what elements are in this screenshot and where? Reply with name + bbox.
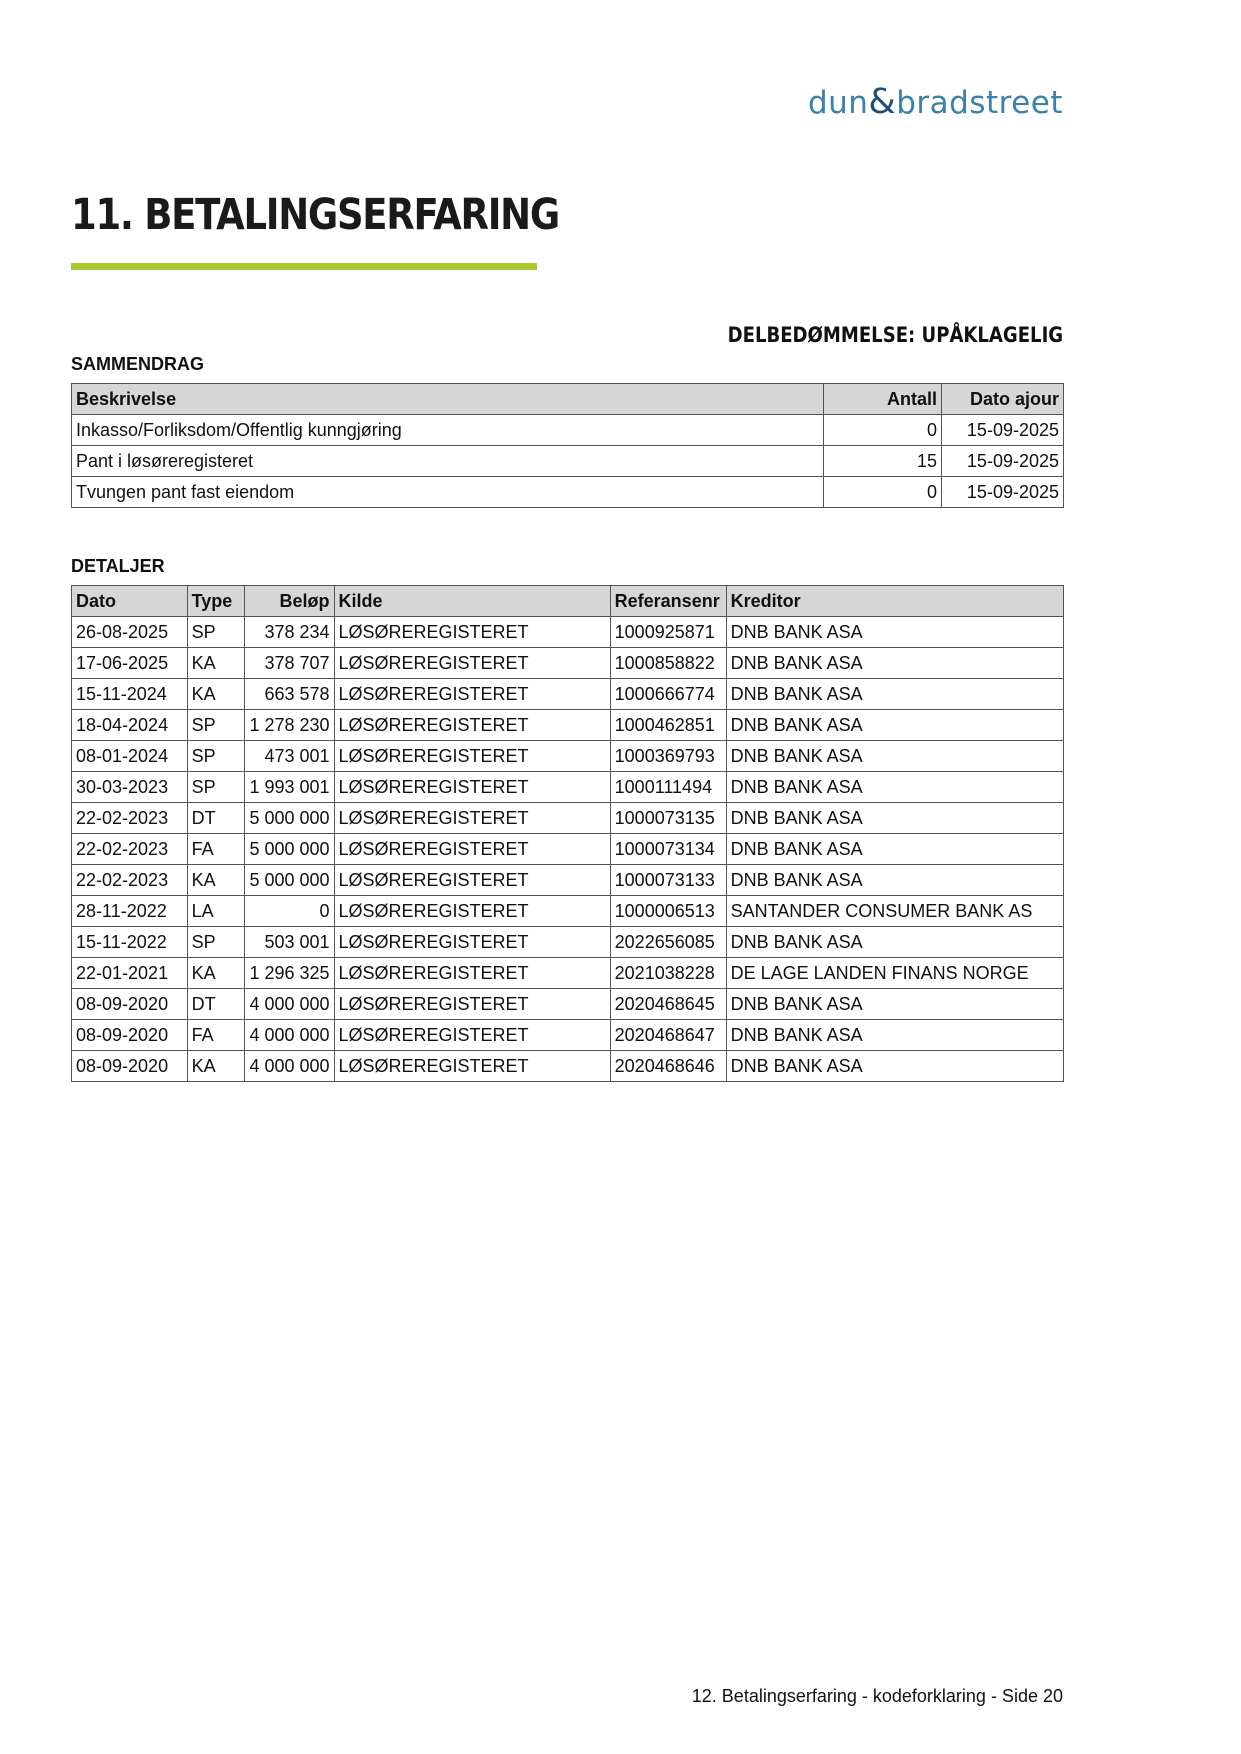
details-header-date: Dato [72,586,188,617]
details-row-source: LØSØREREGISTERET [334,865,610,896]
details-row-creditor: DNB BANK ASA [726,865,1063,896]
summary-row-count: 0 [824,477,942,508]
summary-header-desc: Beskrivelse [72,384,824,415]
details-row-ref: 2022656085 [610,927,726,958]
details-row-amount: 5 000 000 [245,803,334,834]
details-row-date: 22-02-2023 [72,834,188,865]
details-row-date: 15-11-2022 [72,927,188,958]
summary-row-date: 15-09-2025 [942,446,1064,477]
details-row-type: KA [187,648,245,679]
details-row-date: 22-02-2023 [72,865,188,896]
details-row-ref: 2021038228 [610,958,726,989]
company-logo [808,82,1063,122]
details-row-ref: 2020468646 [610,1051,726,1082]
details-row-ref: 1000925871 [610,617,726,648]
details-row [72,741,1064,772]
details-row [72,865,1064,896]
details-row [72,648,1064,679]
details-row-amount: 5 000 000 [245,834,334,865]
details-row-ref: 1000369793 [610,741,726,772]
details-row-ref: 1000666774 [610,679,726,710]
summary-row [72,477,1064,508]
details-row-amount: 503 001 [245,927,334,958]
details-row-ref: 1000111494 [610,772,726,803]
logo-ampersand: & [868,82,897,122]
details-row-type: DT [187,803,245,834]
details-row-creditor: DNB BANK ASA [726,648,1063,679]
summary-row-count: 15 [824,446,942,477]
details-row-type: KA [187,679,245,710]
details-row-creditor: DNB BANK ASA [726,741,1063,772]
details-row-creditor: DNB BANK ASA [726,1051,1063,1082]
summary-row [72,446,1064,477]
details-row-type: DT [187,989,245,1020]
details-row-amount: 1 296 325 [245,958,334,989]
details-row [72,1051,1064,1082]
details-row-source: LØSØREREGISTERET [334,648,610,679]
details-header-row [72,586,1064,617]
details-row-source: LØSØREREGISTERET [334,710,610,741]
details-row-type: FA [187,834,245,865]
details-row-date: 22-02-2023 [72,803,188,834]
details-row-source: LØSØREREGISTERET [334,834,610,865]
details-row-creditor: DNB BANK ASA [726,803,1063,834]
details-row-amount: 1 993 001 [245,772,334,803]
summary-row-count: 0 [824,415,942,446]
details-row-source: LØSØREREGISTERET [334,896,610,927]
details-table [71,585,1064,1082]
details-row-type: SP [187,710,245,741]
details-row-type: KA [187,958,245,989]
details-row-source: LØSØREREGISTERET [334,741,610,772]
details-row [72,1020,1064,1051]
details-row-date: 08-09-2020 [72,1051,188,1082]
details-row-date: 30-03-2023 [72,772,188,803]
details-row-ref: 1000462851 [610,710,726,741]
summary-row-date: 15-09-2025 [942,477,1064,508]
details-row [72,958,1064,989]
details-row-source: LØSØREREGISTERET [334,679,610,710]
details-row-source: LØSØREREGISTERET [334,958,610,989]
details-row [72,617,1064,648]
details-row-type: SP [187,741,245,772]
details-row-source: LØSØREREGISTERET [334,927,610,958]
details-row-ref: 1000006513 [610,896,726,927]
details-row-amount: 663 578 [245,679,334,710]
details-row-source: LØSØREREGISTERET [334,989,610,1020]
details-row-date: 22-01-2021 [72,958,188,989]
details-row-creditor: DNB BANK ASA [726,772,1063,803]
page-title: 11. BETALINGSERFARING [71,190,559,240]
details-row-amount: 4 000 000 [245,1020,334,1051]
details-row-amount: 4 000 000 [245,989,334,1020]
logo-text-dun: dun [807,85,869,121]
details-row-date: 15-11-2024 [72,679,188,710]
details-row-source: LØSØREREGISTERET [334,772,610,803]
details-row [72,679,1064,710]
details-header-type: Type [187,586,245,617]
summary-row-date: 15-09-2025 [942,415,1064,446]
details-row-source: LØSØREREGISTERET [334,1020,610,1051]
summary-row-desc: Pant i løsøreregisteret [72,446,824,477]
details-row-ref: 1000858822 [610,648,726,679]
details-row-amount: 378 707 [245,648,334,679]
summary-header-count: Antall [824,384,942,415]
summary-header-row [72,384,1064,415]
details-row-date: 26-08-2025 [72,617,188,648]
details-label: DETALJER [71,556,165,576]
details-row-type: LA [187,896,245,927]
details-row-source: LØSØREREGISTERET [334,1051,610,1082]
details-header-creditor: Kreditor [726,586,1063,617]
details-row-amount: 5 000 000 [245,865,334,896]
details-row-source: LØSØREREGISTERET [334,803,610,834]
details-row-creditor: DNB BANK ASA [726,710,1063,741]
details-row-ref: 1000073133 [610,865,726,896]
details-row-creditor: DNB BANK ASA [726,927,1063,958]
details-row [72,772,1064,803]
details-row [72,710,1064,741]
details-row-creditor: DNB BANK ASA [726,679,1063,710]
details-row-amount: 0 [245,896,334,927]
details-row-creditor: DNB BANK ASA [726,989,1063,1020]
details-row [72,834,1064,865]
details-row-creditor: DE LAGE LANDEN FINANS NORGE [726,958,1063,989]
details-row-amount: 4 000 000 [245,1051,334,1082]
details-row [72,803,1064,834]
details-row-type: SP [187,772,245,803]
details-row-ref: 1000073135 [610,803,726,834]
details-row-date: 28-11-2022 [72,896,188,927]
summary-row-desc: Inkasso/Forliksdom/Offentlig kunngjøring [72,415,824,446]
summary-row-desc: Tvungen pant fast eiendom [72,477,824,508]
details-row-type: KA [187,865,245,896]
details-row [72,927,1064,958]
details-row [72,896,1064,927]
details-row-ref: 2020468645 [610,989,726,1020]
summary-table [71,383,1064,508]
details-row-creditor: DNB BANK ASA [726,617,1063,648]
details-row-date: 08-01-2024 [72,741,188,772]
details-row-creditor: SANTANDER CONSUMER BANK AS [726,896,1063,927]
details-row-creditor: DNB BANK ASA [726,834,1063,865]
details-header-amount: Beløp [245,586,334,617]
details-header-ref: Referansenr [610,586,726,617]
summary-label: SAMMENDRAG [71,354,204,374]
title-underline [71,263,537,270]
details-header-source: Kilde [334,586,610,617]
details-row-creditor: DNB BANK ASA [726,1020,1063,1051]
summary-row [72,415,1064,446]
details-row-type: SP [187,617,245,648]
details-row-date: 18-04-2024 [72,710,188,741]
details-row-type: SP [187,927,245,958]
details-row-ref: 1000073134 [610,834,726,865]
details-row-ref: 2020468647 [610,1020,726,1051]
summary-header-date: Dato ajour [942,384,1064,415]
details-row [72,989,1064,1020]
details-row-amount: 378 234 [245,617,334,648]
details-row-source: LØSØREREGISTERET [334,617,610,648]
details-row-amount: 1 278 230 [245,710,334,741]
page-footer: 12. Betalingserfaring - kodeforklaring - Side 20 [691,1686,1063,1706]
details-row-date: 08-09-2020 [72,1020,188,1051]
details-row-date: 08-09-2020 [72,989,188,1020]
details-row-type: FA [187,1020,245,1051]
logo-text-bradstreet: bradstreet [896,85,1063,121]
details-row-date: 17-06-2025 [72,648,188,679]
rating-heading: DELBEDØMMELSE: UPÅKLAGELIG [727,323,1063,347]
details-row-type: KA [187,1051,245,1082]
details-row-amount: 473 001 [245,741,334,772]
